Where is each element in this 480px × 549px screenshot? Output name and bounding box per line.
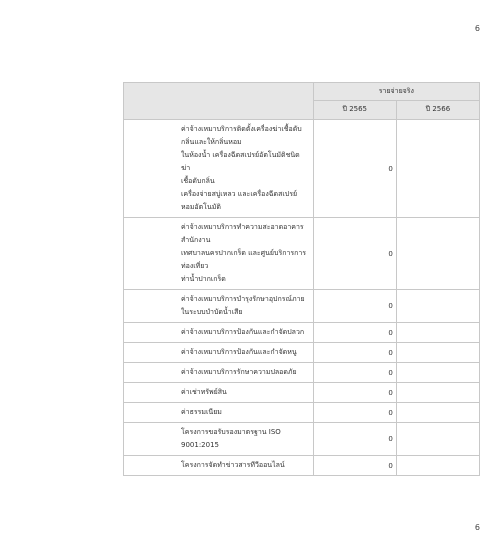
value-2566 [396, 290, 479, 323]
table-row [124, 218, 480, 290]
row-label-line: ค่าจ้างเหมาบริการติดตั้งเครื่องฆ่าเชื้อดับ [181, 125, 302, 133]
value-2565: 0 [313, 456, 396, 476]
value-2565: 0 [313, 383, 396, 403]
value-2566 [396, 403, 479, 423]
header-year-2566: ปี 2566 [396, 100, 479, 119]
table-row [124, 423, 480, 456]
table-row [124, 456, 480, 476]
header-blank-cell [124, 83, 314, 120]
table-row [124, 403, 480, 423]
value-2566 [396, 456, 479, 476]
row-label-line: หอมอัตโนมัติ [181, 203, 221, 211]
row-label-line: ค่าจ้างเหมาบริการป้องกันและกำจัดหนู [181, 348, 297, 356]
row-label-line: ในระบบบำบัดน้ำเสีย [181, 308, 243, 316]
row-label-line: ในห้องน้ำ เครื่องฉีดสเปรย์อัตโนมัติชนิดฆ่า [181, 151, 300, 172]
row-label-line: ท่าน้ำปากเกร็ด [181, 275, 226, 283]
row-label [124, 290, 314, 323]
row-label-line: เทศบาลนครปากเกร็ด และศูนย์บริการการ [181, 249, 307, 257]
row-label-line: เชื้อดับกลิ่น [181, 177, 215, 185]
row-label [124, 423, 314, 456]
value-2566 [396, 120, 479, 218]
header-year-2565: ปี 2565 [313, 100, 396, 119]
row-label-line: ค่าจ้างเหมาบริการรักษาความปลอดภัย [181, 368, 297, 376]
value-2566 [396, 218, 479, 290]
row-label [124, 363, 314, 383]
value-2566 [396, 383, 479, 403]
row-label [124, 403, 314, 423]
value-2566 [396, 323, 479, 343]
value-2565: 0 [313, 363, 396, 383]
row-label [124, 120, 314, 218]
table-row [124, 120, 480, 218]
row-label-line: โครงการจัดทำข่าวสารทีวีออนไลน์ [181, 461, 285, 469]
row-label-line: สำนักงาน [181, 236, 211, 244]
table-body [124, 120, 480, 476]
expense-table [123, 82, 480, 476]
page-number-top: 6 [474, 24, 480, 33]
row-label [124, 456, 314, 476]
value-2565: 0 [313, 218, 396, 290]
row-label-line: ค่าจ้างเหมาบริการทำความสะอาดอาคาร [181, 223, 304, 231]
table-row [124, 290, 480, 323]
row-label-line: โครงการขอรับรองมาตรฐาน ISO [181, 428, 281, 436]
row-label-line: ค่าจ้างเหมาบริการบำรุงรักษาอุปกรณ์ภาย [181, 295, 305, 303]
value-2565: 0 [313, 343, 396, 363]
value-2566 [396, 363, 479, 383]
row-label-line: ค่าจ้างเหมาบริการป้องกันและกำจัดปลวก [181, 328, 305, 336]
value-2565: 0 [313, 290, 396, 323]
row-label [124, 323, 314, 343]
value-2565: 0 [313, 403, 396, 423]
value-2566 [396, 423, 479, 456]
table-row [124, 363, 480, 383]
value-2565: 0 [313, 423, 396, 456]
value-2565: 0 [313, 323, 396, 343]
table-row [124, 343, 480, 363]
row-label-line: 9001:2015 [181, 441, 219, 449]
row-label-line: เครื่องจ่ายสบู่เหลว และเครื่องฉีดสเปรย์ [181, 190, 298, 198]
row-label [124, 343, 314, 363]
page-number-bottom: 6 [474, 523, 480, 532]
row-label-line: กลิ่นและให้กลิ่นหอม [181, 138, 242, 146]
table-row [124, 323, 480, 343]
row-label [124, 218, 314, 290]
row-label [124, 383, 314, 403]
header-actual-expense: รายจ่ายจริง [313, 83, 479, 101]
table-row [124, 383, 480, 403]
value-2565: 0 [313, 120, 396, 218]
row-label-line: ค่าธรรมเนียม [181, 408, 222, 416]
row-label-line: ท่องเที่ยว [181, 262, 209, 270]
row-label-line: ค่าเช่าทรัพย์สิน [181, 388, 227, 396]
value-2566 [396, 343, 479, 363]
